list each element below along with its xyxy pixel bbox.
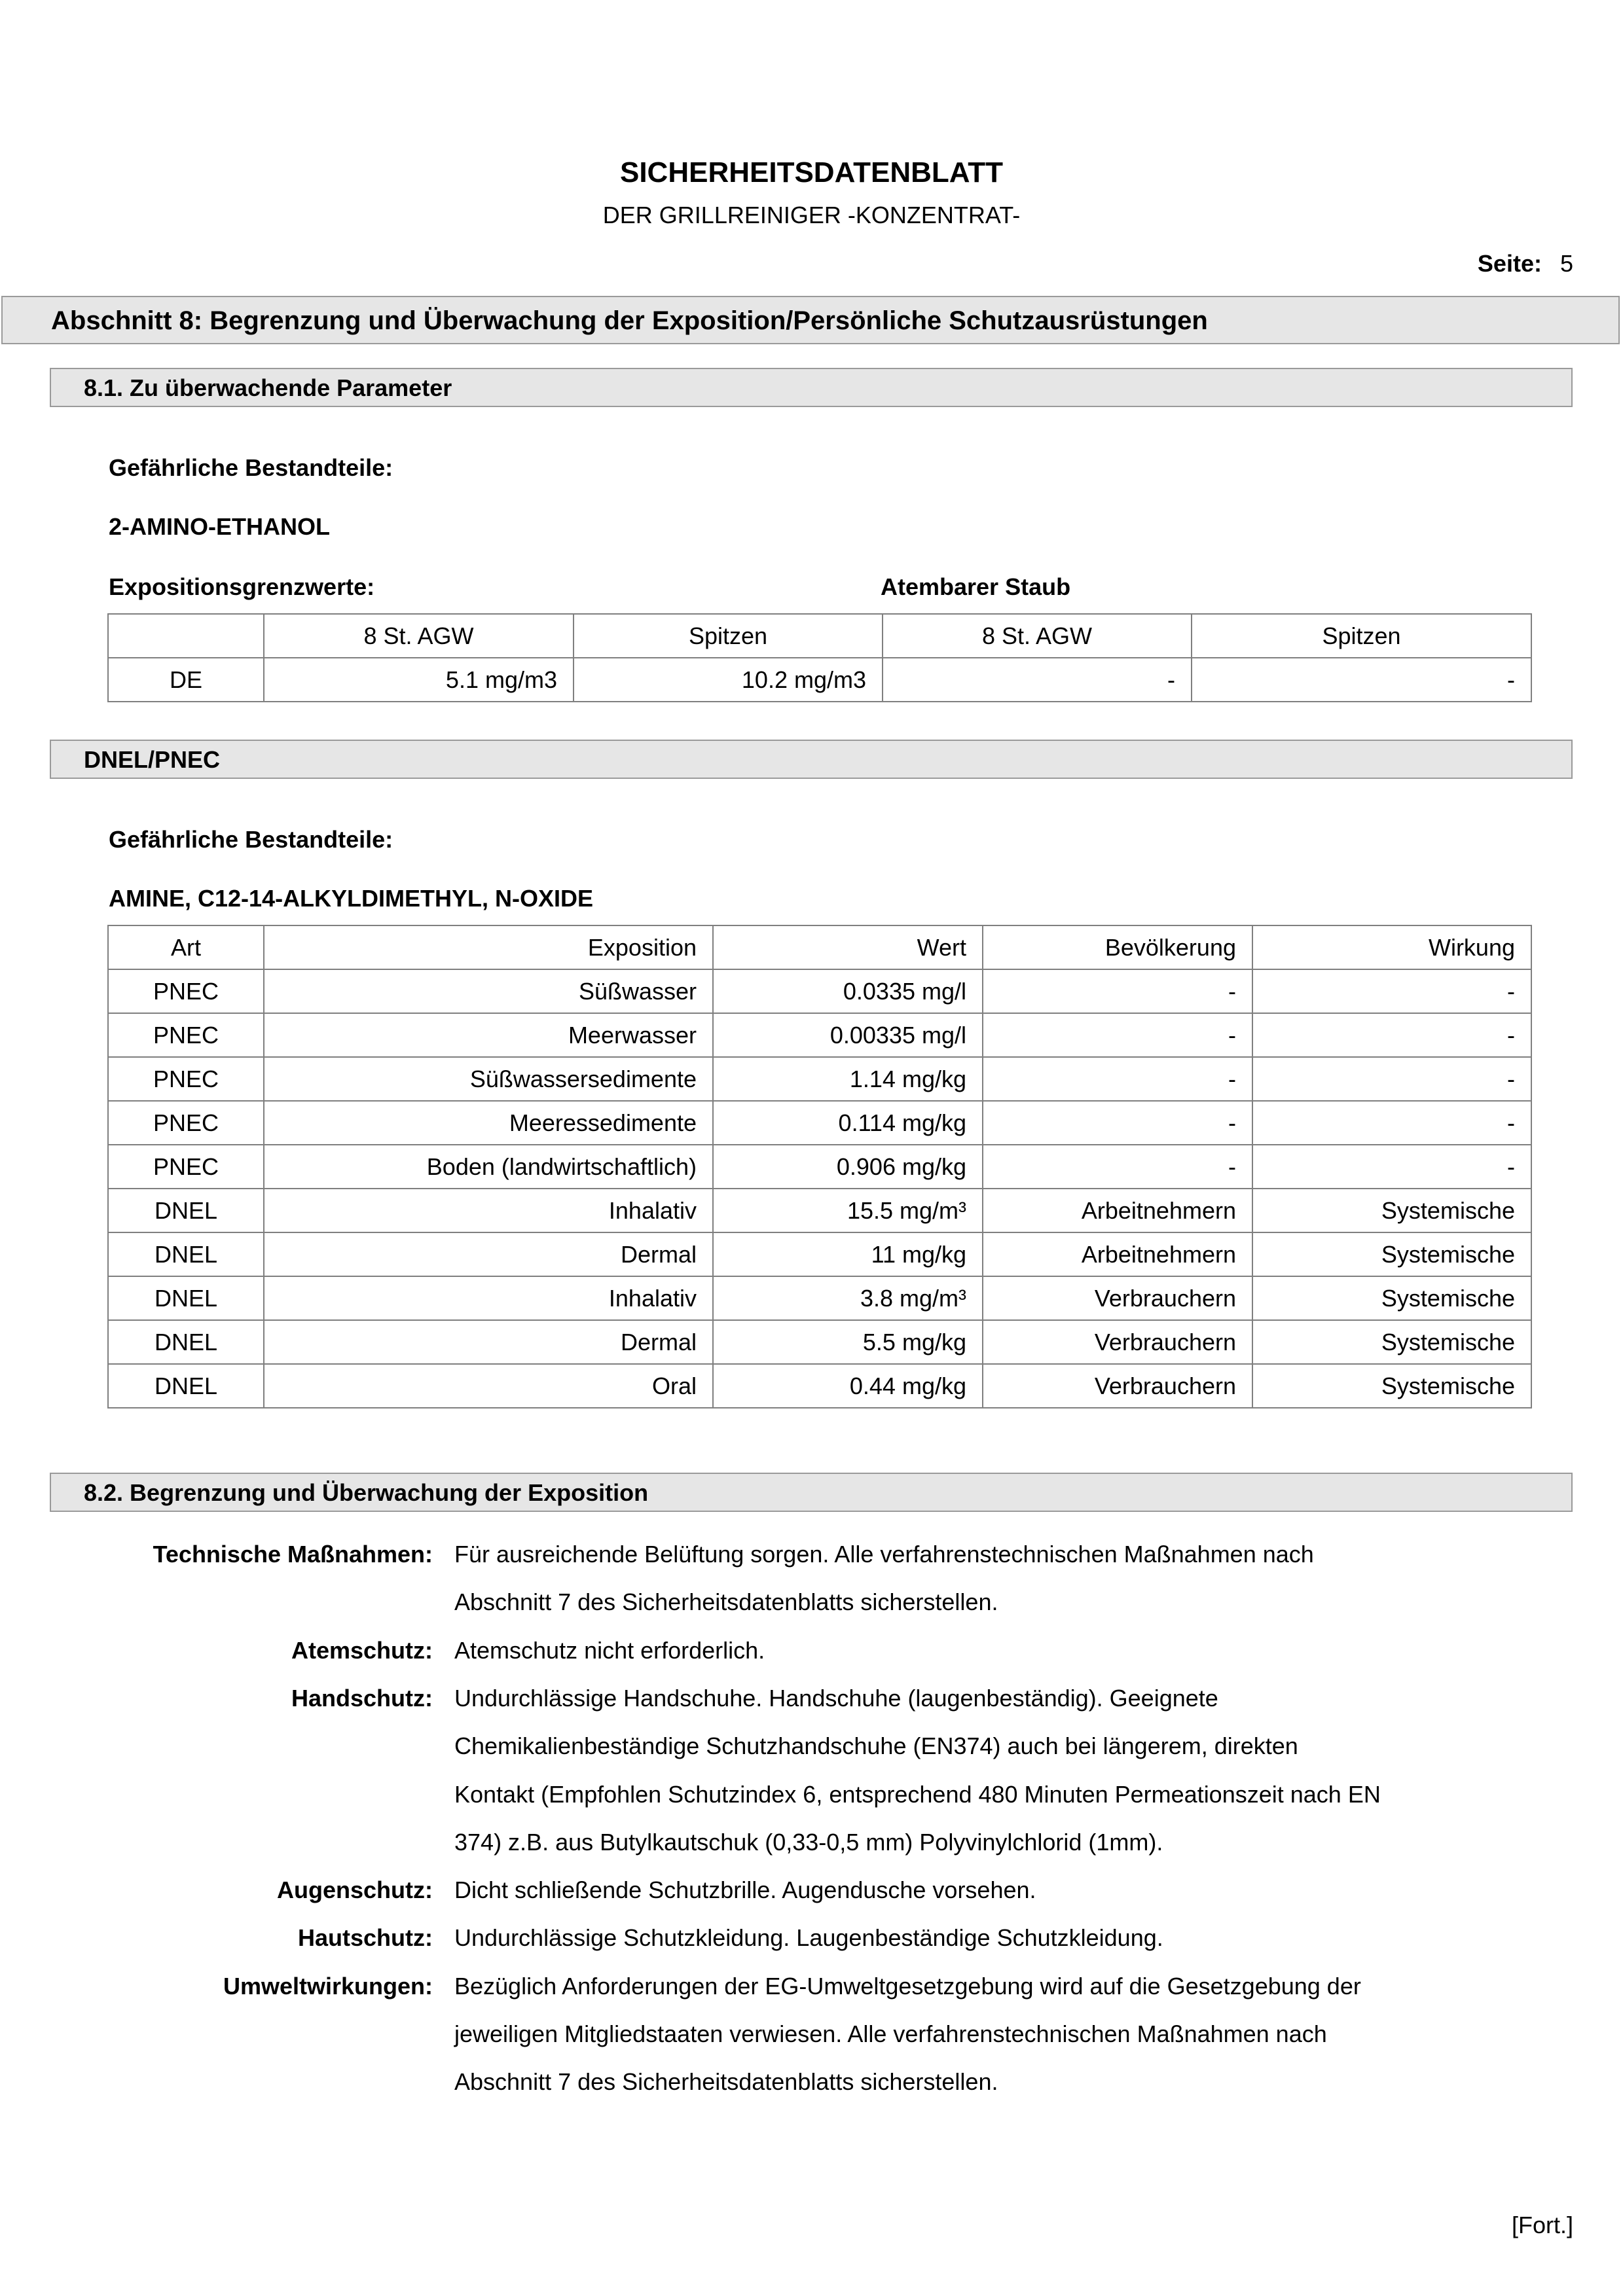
table-cell: Süßwasser xyxy=(264,969,713,1013)
dnel-pnec-table xyxy=(107,925,1532,1408)
subsection-8-1-header xyxy=(50,368,1573,407)
table-cell: DE xyxy=(108,658,264,702)
product-name: DER GRILLREINIGER -KONZENTRAT- xyxy=(602,202,1021,228)
measure-text-line: Kontakt (Empfohlen Schutzindex 6, entsprechend 480 Minuten Permeationszeit nach EN xyxy=(454,1780,1381,1808)
measure-label: Handschutz: xyxy=(291,1684,433,1712)
table-cell: DNEL xyxy=(108,1320,264,1364)
subsection-8-2-title: 8.2. Begrenzung und Überwachung der Exposition xyxy=(84,1479,649,1506)
table-cell: Inhalativ xyxy=(264,1189,713,1232)
table-cell: Systemische xyxy=(1252,1320,1531,1364)
table-cell: 11 mg/kg xyxy=(713,1232,983,1276)
table-header-row xyxy=(108,925,1531,969)
table-cell: - xyxy=(983,1145,1252,1189)
measure-label: Hautschutz: xyxy=(298,1924,433,1952)
table-cell: 1.14 mg/kg xyxy=(713,1057,983,1101)
dnel-pnec-title: DNEL/PNEC xyxy=(84,746,221,773)
table-row xyxy=(108,658,1531,702)
table-cell: Süßwassersedimente xyxy=(264,1057,713,1101)
table-row xyxy=(108,969,1531,1013)
table-cell: DNEL xyxy=(108,1364,264,1408)
measure-text-line: 374) z.B. aus Butylkautschuk (0,33-0,5 mm) Polyvinylchlorid (1mm). xyxy=(454,1828,1163,1856)
table-cell: - xyxy=(883,658,1192,702)
subsection-8-1-title: 8.1. Zu überwachende Parameter xyxy=(84,374,452,401)
measure-text-line: jeweiligen Mitgliedstaaten verwiesen. Alle verfahrenstechnischen Maßnahmen nach xyxy=(454,2020,1327,2047)
table-cell: - xyxy=(1252,1101,1531,1145)
measure-text-line: Abschnitt 7 des Sicherheitsdatenblatts sicherstellen. xyxy=(454,2068,998,2096)
table-cell: - xyxy=(1252,1057,1531,1101)
table-header-cell: Bevölkerung xyxy=(983,925,1252,969)
table-header-cell: Wirkung xyxy=(1252,925,1531,969)
measure-text-line: Undurchlässige Handschuhe. Handschuhe (laugenbeständig). Geeignete xyxy=(454,1684,1218,1712)
continued-marker: [Fort.] xyxy=(1511,2212,1573,2238)
exposure-limits-label: Expositionsgrenzwerte: xyxy=(109,573,375,600)
page-label: Seite: xyxy=(1477,250,1542,277)
table-cell: Verbrauchern xyxy=(983,1320,1252,1364)
substance-name: AMINE, C12-14-ALKYLDIMETHYL, N-OXIDE xyxy=(109,885,594,912)
measure-text-line: Für ausreichende Belüftung sorgen. Alle verfahrenstechnischen Maßnahmen nach xyxy=(454,1541,1314,1568)
measure-text-line: Dicht schließende Schutzbrille. Augendusche vorsehen. xyxy=(454,1876,1036,1904)
table-cell: Systemische xyxy=(1252,1232,1531,1276)
table-cell: Dermal xyxy=(264,1232,713,1276)
table-cell: 0.114 mg/kg xyxy=(713,1101,983,1145)
table-row xyxy=(108,1276,1531,1320)
table-cell: Arbeitnehmern xyxy=(983,1232,1252,1276)
table-header-cell xyxy=(108,614,264,658)
table-cell: - xyxy=(1192,658,1531,702)
table-cell: Systemische xyxy=(1252,1189,1531,1232)
table-row xyxy=(108,1364,1531,1408)
hazardous-ingredients-label: Gefährliche Bestandteile: xyxy=(109,454,393,481)
measure-text-line: Atemschutz nicht erforderlich. xyxy=(454,1636,765,1664)
table-row xyxy=(108,1189,1531,1232)
table-cell: 0.44 mg/kg xyxy=(713,1364,983,1408)
table-cell: Meeressedimente xyxy=(264,1101,713,1145)
table-cell: 0.906 mg/kg xyxy=(713,1145,983,1189)
measure-label: Umweltwirkungen: xyxy=(223,1972,433,2000)
table-row xyxy=(108,1320,1531,1364)
table-cell: - xyxy=(1252,1013,1531,1057)
table-cell: - xyxy=(983,1101,1252,1145)
table-row xyxy=(108,1145,1531,1189)
measure-text-line: Chemikalienbeständige Schutzhandschuhe (EN374) auch bei längerem, direkten xyxy=(454,1732,1298,1760)
table-cell: Dermal xyxy=(264,1320,713,1364)
table-cell: 5.5 mg/kg xyxy=(713,1320,983,1364)
table-cell: 5.1 mg/m3 xyxy=(264,658,574,702)
table-cell: Systemische xyxy=(1252,1364,1531,1408)
table-cell: - xyxy=(1252,1145,1531,1189)
table-cell: DNEL xyxy=(108,1189,264,1232)
table-cell: Inhalativ xyxy=(264,1276,713,1320)
table-header-cell: 8 St. AGW xyxy=(883,614,1192,658)
table-cell: 3.8 mg/m³ xyxy=(713,1276,983,1320)
table-cell: - xyxy=(983,969,1252,1013)
table-cell: Verbrauchern xyxy=(983,1364,1252,1408)
table-header-cell: Art xyxy=(108,925,264,969)
respirable-dust-label: Atembarer Staub xyxy=(881,573,1071,600)
table-cell: Boden (landwirtschaftlich) xyxy=(264,1145,713,1189)
table-header-cell: Exposition xyxy=(264,925,713,969)
table-cell: PNEC xyxy=(108,1057,264,1101)
measure-text-line: Undurchlässige Schutzkleidung. Laugenbeständige Schutzkleidung. xyxy=(454,1924,1163,1952)
exposure-limits-table xyxy=(107,613,1532,702)
page-number: 5 xyxy=(1559,250,1573,277)
table-row xyxy=(108,1101,1531,1145)
section-8-header xyxy=(1,296,1620,344)
table-cell: PNEC xyxy=(108,969,264,1013)
table-cell: DNEL xyxy=(108,1276,264,1320)
table-cell: - xyxy=(983,1013,1252,1057)
table-header-cell: 8 St. AGW xyxy=(264,614,574,658)
measure-text-line: Bezüglich Anforderungen der EG-Umweltgesetzgebung wird auf die Gesetzgebung der xyxy=(454,1972,1361,2000)
subsection-8-2-header xyxy=(50,1473,1573,1512)
table-cell: PNEC xyxy=(108,1013,264,1057)
measure-label: Technische Maßnahmen: xyxy=(153,1541,433,1568)
table-cell: 15.5 mg/m³ xyxy=(713,1189,983,1232)
measure-label: Atemschutz: xyxy=(291,1636,433,1664)
table-cell: DNEL xyxy=(108,1232,264,1276)
measure-text-line: Abschnitt 7 des Sicherheitsdatenblatts sicherstellen. xyxy=(454,1588,998,1616)
hazardous-ingredients-label: Gefährliche Bestandteile: xyxy=(109,826,393,853)
table-cell: PNEC xyxy=(108,1145,264,1189)
table-cell: 0.0335 mg/l xyxy=(713,969,983,1013)
table-header-cell: Spitzen xyxy=(1192,614,1531,658)
table-row xyxy=(108,1057,1531,1101)
measure-label: Augenschutz: xyxy=(277,1876,433,1904)
table-cell: Oral xyxy=(264,1364,713,1408)
table-cell: Systemische xyxy=(1252,1276,1531,1320)
dnel-pnec-header xyxy=(50,740,1573,779)
section-8-title: Abschnitt 8: Begrenzung und Überwachung der Exposition/Persönliche Schutzausrüstungen xyxy=(51,306,1208,335)
table-cell: - xyxy=(1252,969,1531,1013)
table-cell: 10.2 mg/m3 xyxy=(574,658,883,702)
document-title: SICHERHEITSDATENBLATT xyxy=(619,156,1004,188)
page-indicator xyxy=(1478,249,1573,279)
table-header-cell: Wert xyxy=(713,925,983,969)
table-cell: Meerwasser xyxy=(264,1013,713,1057)
table-cell: Verbrauchern xyxy=(983,1276,1252,1320)
table-row xyxy=(108,1013,1531,1057)
table-cell: Arbeitnehmern xyxy=(983,1189,1252,1232)
table-header-cell: Spitzen xyxy=(574,614,883,658)
substance-name: 2-AMINO-ETHANOL xyxy=(109,513,330,540)
table-row xyxy=(108,1232,1531,1276)
table-cell: - xyxy=(983,1057,1252,1101)
table-cell: PNEC xyxy=(108,1101,264,1145)
table-cell: 0.00335 mg/l xyxy=(713,1013,983,1057)
table-header-row xyxy=(108,614,1531,658)
